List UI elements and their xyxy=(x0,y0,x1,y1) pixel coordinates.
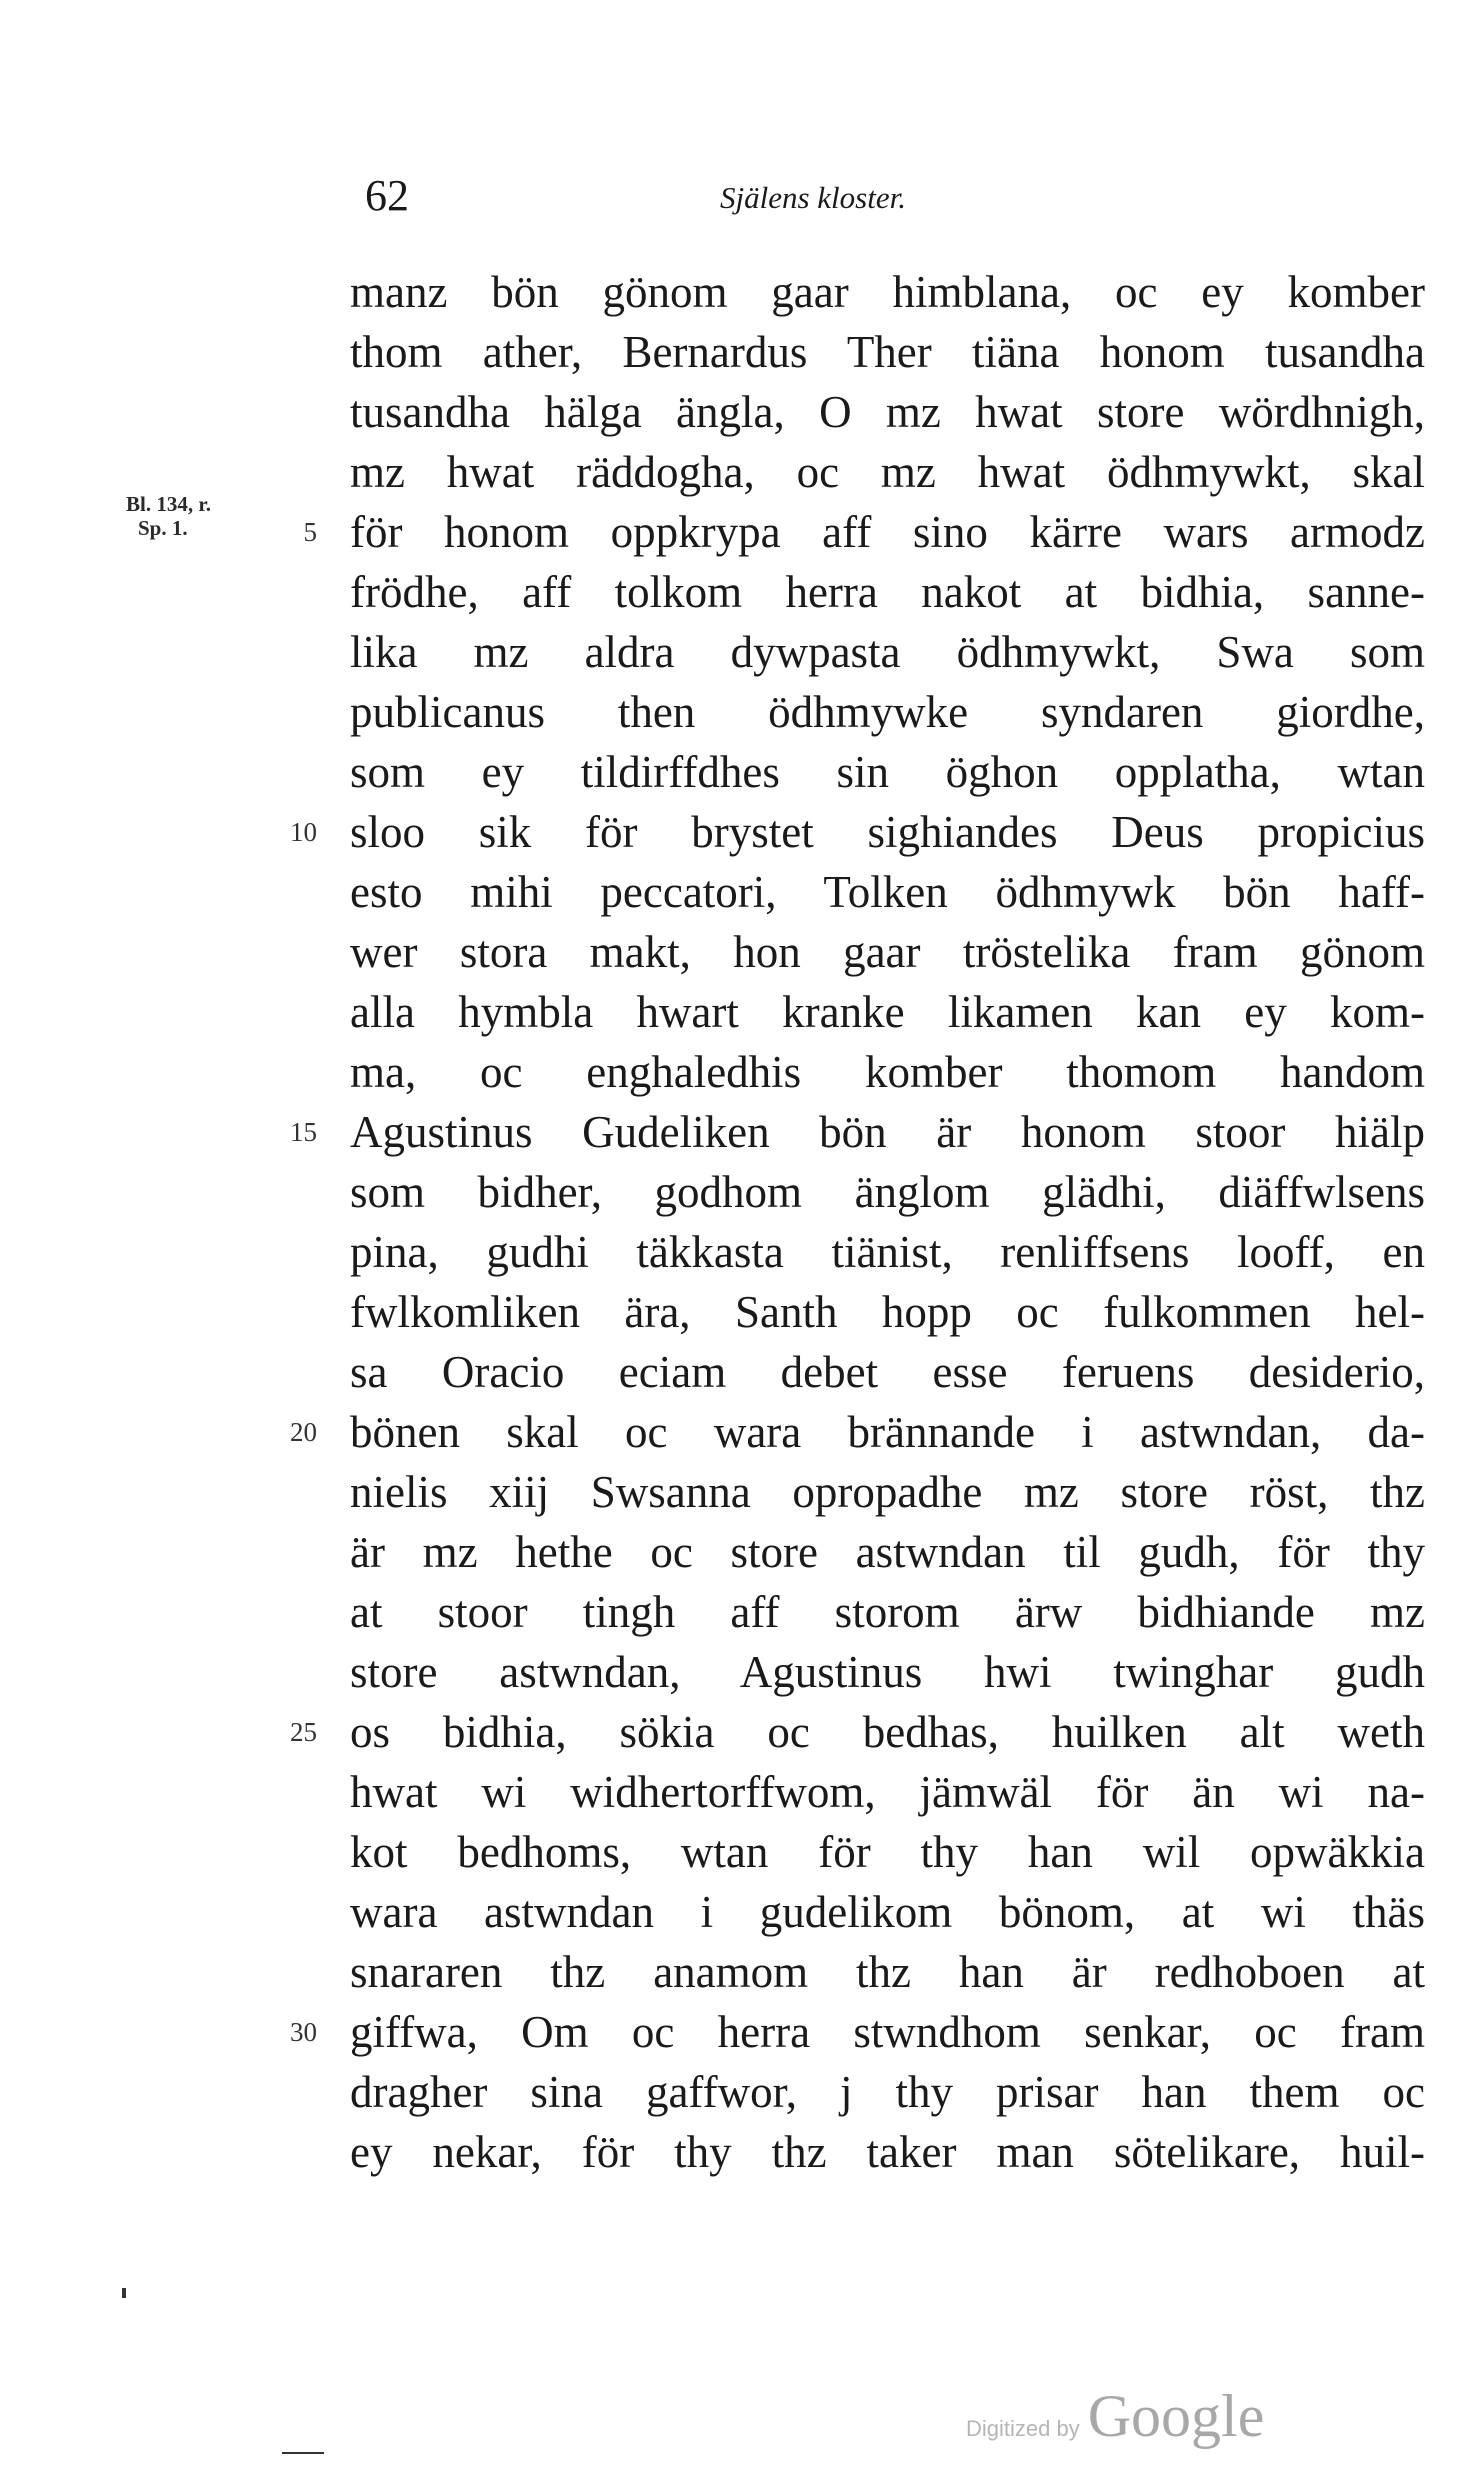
running-title: Själens kloster. xyxy=(720,180,906,215)
text-line: ma, oc enghaledhis komber thomom handom xyxy=(350,1047,1425,1097)
margin-note xyxy=(126,492,211,540)
margin-note-line: Bl. 134, r. xyxy=(126,492,211,516)
text-line: dragher sina gaffwor, j thy prisar han them oc xyxy=(350,2067,1425,2117)
text-line: alla hymbla hwart kranke likamen kan ey kom- xyxy=(350,987,1425,1037)
text-line: frödhe, aff tolkom herra nakot at bidhia, sanne- xyxy=(350,567,1425,617)
text-line: som bidher, godhom änglom glädhi, diäffwlsens xyxy=(350,1167,1425,1217)
text-line: bönen skal oc wara brännande i astwndan, da- xyxy=(350,1407,1425,1457)
text-line: kot bedhoms, wtan för thy han wil opwäkkia xyxy=(350,1827,1425,1877)
line-number: 5 xyxy=(303,517,317,547)
text-line: at stoor tingh aff storom ärw bidhiande mz xyxy=(350,1587,1425,1637)
text-line: publicanus then ödhmywke syndaren giordhe, xyxy=(350,687,1425,737)
line-number: 15 xyxy=(290,1117,317,1147)
digitized-by-text: Digitized by xyxy=(966,2416,1080,2441)
text-line: är mz hethe oc store astwndan til gudh, för thy xyxy=(350,1527,1425,1577)
text-line: ey nekar, för thy thz taker man sötelikare, huil- xyxy=(350,2127,1425,2177)
google-logo-text: Google xyxy=(1087,2383,1265,2449)
text-line: wara astwndan i gudelikom bönom, at wi thäs xyxy=(350,1887,1425,1937)
text-line: mz hwat räddogha, oc mz hwat ödhmywkt, skal xyxy=(350,447,1425,497)
line-number: 20 xyxy=(290,1417,317,1447)
text-line: lika mz aldra dywpasta ödhmywkt, Swa som xyxy=(350,627,1425,677)
text-line: fwlkomliken ära, Santh hopp oc fulkommen hel- xyxy=(350,1287,1425,1337)
text-line: esto mihi peccatori, Tolken ödhmywk bön haff- xyxy=(350,867,1425,917)
text-line: giffwa, Om oc herra stwndhom senkar, oc fram xyxy=(350,2007,1425,2057)
text-line: os bidhia, sökia oc bedhas, huilken alt weth xyxy=(350,1707,1425,1757)
text-line: sloo sik för brystet sighiandes Deus propicius xyxy=(350,807,1425,857)
line-number: 30 xyxy=(290,2017,317,2047)
text-line: nielis xiij Swsanna opropadhe mz store röst, thz xyxy=(350,1467,1425,1517)
margin-note-line: Sp. 1. xyxy=(138,516,188,540)
text-line: som ey tildirffdhes sin öghon opplatha, wtan xyxy=(350,747,1425,797)
digitized-by-watermark xyxy=(966,2382,1264,2451)
stray-mark xyxy=(282,2452,324,2454)
line-number: 25 xyxy=(290,1717,317,1747)
text-line: store astwndan, Agustinus hwi twinghar gudh xyxy=(350,1647,1425,1697)
text-line: sa Oracio eciam debet esse feruens desiderio, xyxy=(350,1347,1425,1397)
text-line: tusandha hälga ängla, O mz hwat store wördhnigh, xyxy=(350,387,1425,437)
text-line: manz bön gönom gaar himblana, oc ey komber xyxy=(350,267,1425,317)
stray-mark xyxy=(122,2288,126,2298)
text-line: för honom oppkrypa aff sino kärre wars armodz xyxy=(350,507,1425,557)
text-line: snararen thz anamom thz han är redhoboen at xyxy=(350,1947,1425,1997)
text-line: thom ather, Bernardus Ther tiäna honom tusandha xyxy=(350,327,1425,377)
text-line: Agustinus Gudeliken bön är honom stoor hiälp xyxy=(350,1107,1425,1157)
page-number: 62 xyxy=(365,171,409,220)
text-line: wer stora makt, hon gaar tröstelika fram gönom xyxy=(350,927,1425,977)
text-line: pina, gudhi täkkasta tiänist, renliffsens looff, en xyxy=(350,1227,1425,1277)
line-number: 10 xyxy=(290,817,317,847)
text-line: hwat wi widhertorffwom, jämwäl för än wi na- xyxy=(350,1767,1425,1817)
